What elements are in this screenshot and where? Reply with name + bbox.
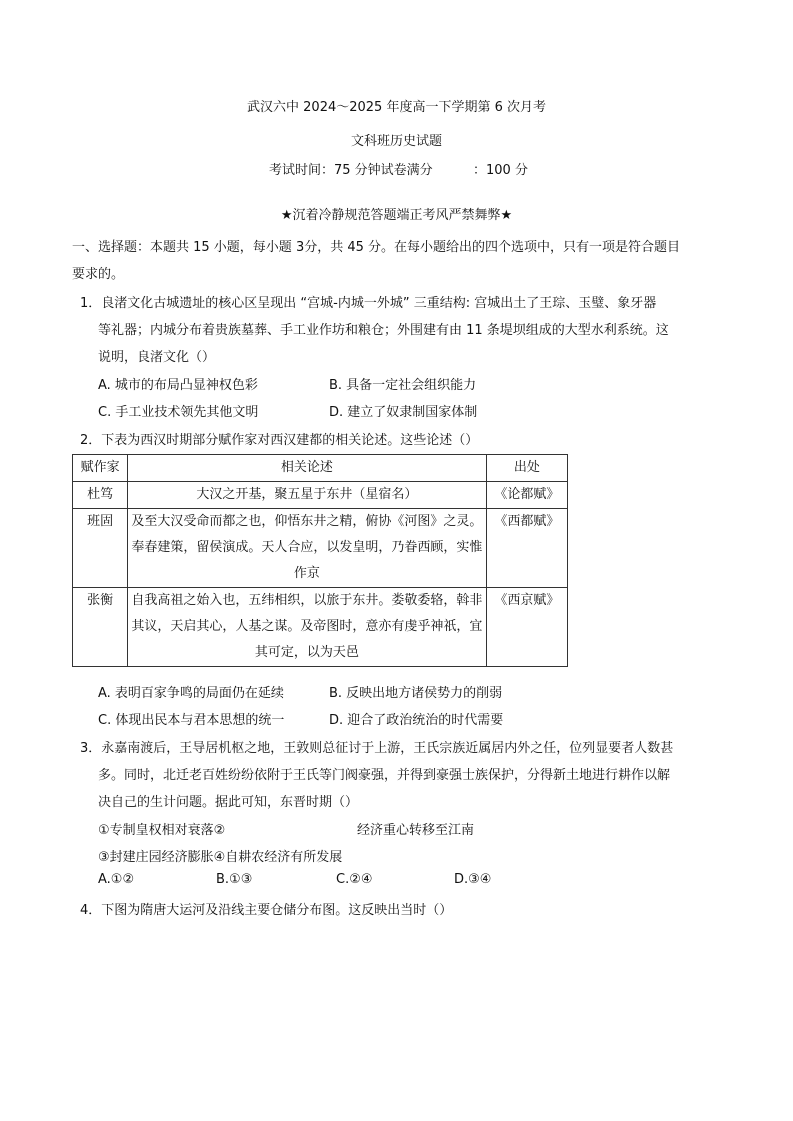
q3-option-d[interactable]: D.③④ [454,872,492,887]
q2-stem: 2．下表为西汉时期部分赋作家对西汉建都的相关论述。这些论述（） [80,433,479,448]
table-header-source: 出处 [486,455,567,482]
table-cell-author: 班固 [73,509,128,588]
q3-stem-line1: 3．永嘉南渡后，王导居机枢之地，王敦则总征讨于上游，王氏宗族近属居内外之任，位列显要者人数甚 [80,741,674,756]
q3-stem-line2: 多。同时，北迁老百姓纷纷依附于王氏等门阀豪强，并得到豪强士族保护，分得新土地进行耕作以解 [98,768,671,783]
q1-option-a[interactable]: A. 城市的布局凸显神权色彩 [98,378,258,393]
table-cell-text: 及至大汉受命而都之也，仰悟东井之精，俯协《河图》之灵。奉春建策，留侯演成。天人合应，以发皇明，乃眷西顾，实惟作京 [128,509,486,588]
q3-option-c[interactable]: C.②④ [336,872,373,887]
q2-option-b[interactable]: B. 反映出地方诸侯势力的削弱 [329,686,503,701]
table-cell-text: 大汉之开基，聚五星于东井（星宿名） [128,482,486,509]
section-intro-line2: 要求的。 [72,267,125,282]
q1-stem-line1: 1．良渚文化古城遗址的核心区呈现出 “宫城-内城一外城” 三重结构: 宫城出土了王琮、玉璧、象牙器 [80,296,657,311]
q2-table [72,454,568,667]
q3-item-2-text: 经济重心转移至江南 [357,823,475,838]
q1-stem-line2: 等礼器；内城分布着贵族墓葬、手工业作坊和粮仓；外围建有由 11 条堤坝组成的大型水利系统。这 [98,323,669,338]
q3-item-3-4: ③封建庄园经济膨胀④自耕农经济有所发展 [98,850,343,865]
table-row [73,588,568,667]
q3-option-a[interactable]: A.①② [98,872,135,887]
table-cell-author: 张衡 [73,588,128,667]
exam-subtitle: 文科班历史试题 [350,134,442,149]
table-cell-text: 自我高祖之始入也，五纬相织，以旅于东井。娄敬委辂，斡非其议，天启其心，人基之谋。及帝图时，意亦有虔乎神祇，宜其可定，以为天邑 [128,588,486,667]
q2-option-d[interactable]: D. 迎合了政治统治的时代需要 [329,713,504,728]
table-row [73,482,568,509]
q1-option-d[interactable]: D. 建立了奴隶制国家体制 [329,405,478,420]
q2-option-c[interactable]: C. 体现出民本与君本思想的统一 [98,713,285,728]
table-cell-source: 《西都赋》 [486,509,567,588]
q3-option-b[interactable]: B.①③ [216,872,253,887]
table-header-author: 赋作家 [73,455,128,482]
table-cell-author: 杜笃 [73,482,128,509]
exam-motto: ★沉着冷静规范答题端正考风严禁舞弊★ [280,208,513,223]
q4-stem: 4．下图为隋唐大运河及沿线主要仓储分布图。这反映出当时（） [80,903,453,918]
q3-item-1-2: ①专制皇权相对衰落② [98,823,226,838]
q1-option-c[interactable]: C. 手工业技术领先其他文明 [98,405,259,420]
q3-stem-line3: 决自己的生计问题。据此可知，东晋时期（） [98,795,359,810]
exam-score-info: ：100 分 [473,163,528,178]
exam-time-info: 考试时间：75 分钟试卷满分 [269,163,433,178]
table-header-text: 相关论述 [128,455,486,482]
table-row [73,509,568,588]
q2-option-a[interactable]: A. 表明百家争鸣的局面仍在延续 [98,686,284,701]
q1-stem-line3: 说明，良渚文化（） [98,350,216,365]
table-header-row [73,455,568,482]
exam-title: 武汉六中 2024～2025 年度高一下学期第 6 次月考 [247,100,546,115]
table-cell-source: 《论都赋》 [486,482,567,509]
table-cell-source: 《西京赋》 [486,588,567,667]
q1-option-b[interactable]: B. 具备一定社会组织能力 [329,378,477,393]
section-intro-line1: 一、选择题：本题共 15 小题，每小题 3分，共 45 分。在每小题给出的四个选项中，只有一项是符合题目 [72,240,681,255]
